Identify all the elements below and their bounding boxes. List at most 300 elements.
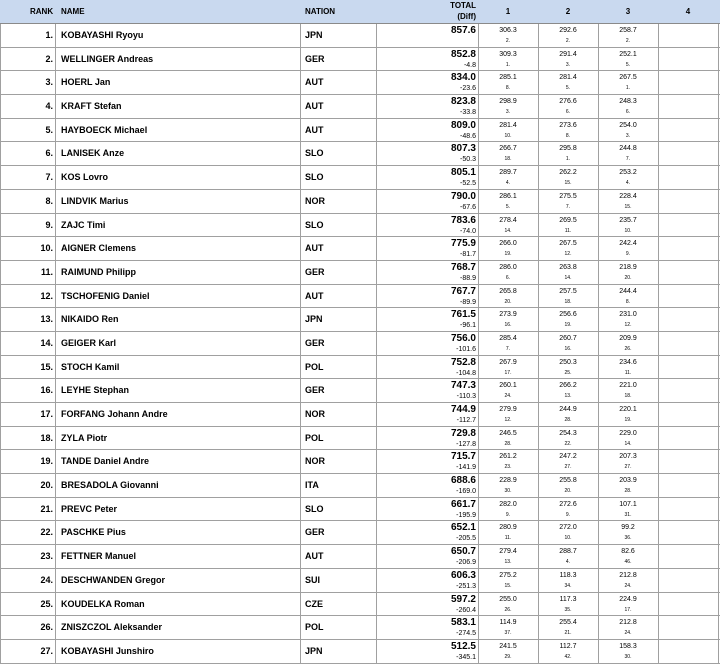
- athlete-name: BRESADOLA Giovanni: [61, 480, 159, 491]
- header-round-4: 4: [685, 7, 691, 16]
- round-1-rank: 17.: [504, 369, 512, 376]
- column-divider: [658, 521, 659, 544]
- rank-cell: 14.: [40, 337, 53, 348]
- column-divider: [376, 214, 377, 237]
- column-divider: [300, 640, 301, 663]
- table-header: [0, 0, 720, 24]
- points-diff: -96.1: [460, 322, 476, 330]
- round-3-rank: 8.: [625, 298, 631, 305]
- athlete-name: HAYBOECK Michael: [61, 124, 148, 135]
- column-divider: [718, 119, 719, 142]
- column-divider: [300, 569, 301, 592]
- round-2-rank: 34.: [564, 582, 572, 589]
- round-3-points: 209.9: [619, 334, 637, 342]
- column-divider: [55, 569, 56, 592]
- nation-code: SLO: [305, 219, 324, 230]
- column-divider: [376, 427, 377, 450]
- round-1-points: 280.9: [499, 524, 517, 532]
- points-diff: -110.3: [456, 393, 476, 401]
- column-divider: [300, 545, 301, 568]
- column-divider: [376, 521, 377, 544]
- column-divider: [658, 450, 659, 473]
- round-3-rank: 7.: [625, 156, 631, 163]
- round-2-rank: 27.: [564, 464, 572, 471]
- column-divider: [658, 593, 659, 616]
- nation-code: GER: [305, 385, 325, 396]
- round-1-rank: 6.: [505, 274, 511, 281]
- total-points: 512.5: [450, 640, 476, 652]
- table-row: [0, 237, 720, 261]
- round-2-points: 275.5: [559, 192, 577, 200]
- round-2-points: 292.6: [559, 27, 577, 34]
- athlete-name: ZAJC Timi: [61, 219, 106, 230]
- column-divider: [55, 308, 56, 331]
- column-divider: [300, 593, 301, 616]
- round-2-rank: 6.: [565, 109, 571, 116]
- round-2-points: 112.7: [559, 642, 577, 650]
- round-2-rank: 5.: [565, 85, 571, 92]
- rank-cell: 8.: [45, 195, 53, 206]
- column-divider: [300, 285, 301, 308]
- nation-code: JPN: [305, 645, 323, 656]
- table-row: [0, 166, 720, 190]
- points-diff: -67.6: [460, 203, 476, 211]
- nation-code: POL: [305, 622, 324, 633]
- rank-cell: 22.: [40, 527, 53, 538]
- column-divider: [376, 379, 377, 402]
- athlete-name: ZYLA Piotr: [61, 432, 108, 443]
- column-divider: [658, 214, 659, 237]
- round-2-points: 263.8: [559, 263, 577, 271]
- rank-cell: 2.: [45, 53, 53, 64]
- total-points: 715.7: [450, 451, 476, 463]
- column-divider: [718, 521, 719, 544]
- column-divider: [300, 403, 301, 426]
- nation-code: JPN: [305, 30, 323, 40]
- round-1-rank: 2.: [505, 38, 511, 44]
- total-points: 652.1: [450, 522, 476, 534]
- round-1-points: 273.9: [499, 311, 517, 319]
- nation-code: AUT: [305, 551, 324, 562]
- round-3-rank: 1.: [625, 85, 631, 92]
- athlete-name: PREVC Peter: [61, 503, 118, 514]
- round-2-points: 260.7: [559, 334, 577, 342]
- athlete-name: DESCHWANDEN Gregor: [61, 574, 166, 585]
- column-divider: [718, 285, 719, 308]
- nation-code: SLO: [305, 503, 324, 514]
- column-divider: [55, 142, 56, 165]
- column-divider: [718, 569, 719, 592]
- round-2-rank: 22.: [564, 440, 572, 447]
- column-divider: [376, 71, 377, 94]
- table-row: [0, 261, 720, 285]
- round-2-rank: 11.: [564, 227, 572, 234]
- column-divider: [300, 48, 301, 71]
- round-3-points: 82.6: [621, 548, 635, 556]
- column-divider: [658, 379, 659, 402]
- points-diff: -74.0: [460, 227, 476, 235]
- total-points: 597.2: [450, 593, 476, 605]
- round-3-rank: 27.: [624, 464, 632, 471]
- total-points: 823.8: [450, 96, 476, 108]
- round-1-points: 286.1: [499, 192, 517, 200]
- column-divider: [300, 427, 301, 450]
- round-1-rank: 7.: [505, 345, 511, 352]
- round-1-points: 279.4: [499, 548, 517, 556]
- total-points: 661.7: [450, 498, 476, 510]
- round-1-points: 228.9: [499, 477, 517, 485]
- column-divider: [300, 190, 301, 213]
- header-round-1: 1: [505, 7, 511, 16]
- rank-cell: 3.: [45, 77, 53, 88]
- column-divider: [718, 427, 719, 450]
- column-divider: [55, 119, 56, 142]
- round-3-points: 212.8: [619, 619, 637, 627]
- round-3-rank: 2.: [625, 38, 631, 44]
- column-divider: [55, 95, 56, 118]
- athlete-name: KOBAYASHI Ryoyu: [61, 30, 144, 40]
- points-diff: -23.6: [460, 85, 476, 93]
- round-2-points: 117.3: [559, 595, 577, 603]
- table-row: [0, 498, 720, 522]
- round-2-points: 247.2: [559, 453, 577, 461]
- athlete-name: KOS Lovro: [61, 172, 109, 183]
- round-2-rank: 28.: [564, 417, 572, 423]
- header-rank: RANK: [30, 7, 54, 16]
- round-1-rank: 5.: [505, 203, 511, 210]
- round-3-points: 221.0: [619, 382, 637, 390]
- total-points: 767.7: [450, 285, 476, 297]
- rank-cell: 19.: [40, 456, 53, 467]
- table-row: [0, 593, 720, 617]
- rank-cell: 18.: [40, 432, 53, 443]
- round-2-points: 255.4: [559, 619, 577, 627]
- round-1-rank: 10.: [504, 132, 512, 139]
- round-3-rank: 28.: [624, 488, 632, 495]
- table-row: [0, 427, 720, 451]
- round-3-rank: 18.: [624, 393, 632, 400]
- round-3-rank: 20.: [624, 274, 632, 281]
- column-divider: [376, 640, 377, 663]
- nation-code: SLO: [305, 148, 324, 159]
- points-diff: -104.8: [456, 369, 476, 377]
- column-divider: [376, 285, 377, 308]
- rank-cell: 13.: [40, 314, 53, 325]
- round-2-points: 295.8: [559, 145, 577, 153]
- column-divider: [300, 379, 301, 402]
- round-3-points: 244.8: [619, 145, 637, 153]
- round-3-points: 244.4: [619, 287, 637, 295]
- round-1-points: 285.1: [499, 74, 517, 82]
- nation-code: AUT: [305, 101, 324, 112]
- round-1-rank: 16.: [504, 322, 512, 329]
- round-2-points: 273.6: [559, 121, 577, 129]
- round-1-points: 241.5: [499, 642, 517, 650]
- round-3-rank: 24.: [624, 630, 632, 637]
- round-1-points: 246.5: [499, 429, 517, 437]
- round-3-rank: 11.: [624, 369, 632, 376]
- round-3-points: 99.2: [621, 524, 635, 532]
- athlete-name: KOBAYASHI Junshiro: [61, 645, 154, 656]
- column-divider: [376, 190, 377, 213]
- points-diff: -33.8: [460, 109, 476, 117]
- column-divider: [55, 190, 56, 213]
- total-points: 834.0: [450, 72, 476, 84]
- rank-cell: 6.: [45, 148, 53, 159]
- rank-cell: 7.: [45, 172, 53, 183]
- column-divider: [55, 356, 56, 379]
- round-2-points: 267.5: [559, 240, 577, 248]
- column-divider: [718, 24, 719, 47]
- round-3-points: 248.3: [619, 98, 637, 106]
- total-points: 756.0: [450, 332, 476, 344]
- column-divider: [718, 545, 719, 568]
- column-divider: [718, 261, 719, 284]
- table-row: [0, 379, 720, 403]
- total-points: 768.7: [450, 261, 476, 273]
- round-2-rank: 10.: [564, 535, 572, 542]
- column-divider: [300, 142, 301, 165]
- round-1-rank: 20.: [504, 298, 512, 305]
- nation-code: NOR: [305, 195, 325, 206]
- column-divider: [376, 261, 377, 284]
- table-row: [0, 142, 720, 166]
- nation-code: SUI: [305, 574, 321, 585]
- round-3-rank: 30.: [624, 653, 632, 660]
- points-diff: -169.0: [456, 488, 476, 496]
- column-divider: [376, 24, 377, 47]
- nation-code: POL: [305, 361, 324, 372]
- round-3-points: 267.5: [619, 74, 637, 82]
- column-divider: [658, 71, 659, 94]
- column-divider: [718, 71, 719, 94]
- table-row: [0, 48, 720, 72]
- column-divider: [376, 166, 377, 189]
- table-row: [0, 616, 720, 640]
- column-divider: [300, 498, 301, 521]
- column-divider: [55, 474, 56, 497]
- round-3-points: 224.9: [619, 595, 637, 603]
- round-3-points: 228.4: [619, 192, 637, 200]
- column-divider: [718, 616, 719, 639]
- round-1-points: 282.0: [499, 500, 517, 508]
- round-3-rank: 46.: [624, 559, 632, 566]
- column-divider: [55, 71, 56, 94]
- round-3-points: 218.9: [619, 263, 637, 271]
- column-divider: [718, 166, 719, 189]
- rank-cell: 11.: [40, 266, 53, 277]
- round-1-points: 306.3: [499, 27, 517, 34]
- column-divider: [376, 48, 377, 71]
- round-3-points: 207.3: [619, 453, 637, 461]
- table-row: [0, 214, 720, 238]
- round-1-rank: 19.: [504, 251, 512, 258]
- athlete-name: HOERL Jan: [61, 77, 111, 88]
- round-2-points: 254.3: [559, 429, 577, 437]
- round-3-rank: 4.: [625, 180, 631, 187]
- points-diff: -345.1: [456, 653, 476, 661]
- round-3-points: 158.3: [619, 642, 637, 650]
- round-2-rank: 20.: [564, 488, 572, 495]
- points-diff: -274.5: [456, 630, 476, 638]
- athlete-name: GEIGER Karl: [61, 337, 117, 348]
- column-divider: [376, 545, 377, 568]
- column-divider: [300, 214, 301, 237]
- round-1-points: 261.2: [499, 453, 517, 461]
- column-divider: [658, 545, 659, 568]
- round-2-rank: 21.: [564, 630, 572, 637]
- points-diff: -52.5: [460, 180, 476, 188]
- round-2-rank: 1.: [565, 156, 571, 163]
- column-divider: [300, 237, 301, 260]
- column-divider: [658, 569, 659, 592]
- round-2-rank: 3.: [565, 61, 571, 68]
- table-row: [0, 569, 720, 593]
- round-2-points: 244.9: [559, 406, 577, 413]
- round-2-rank: 15.: [564, 180, 572, 187]
- round-2-rank: 19.: [564, 322, 572, 329]
- total-points: 744.9: [450, 404, 476, 415]
- round-1-rank: 24.: [504, 393, 512, 400]
- column-divider: [55, 640, 56, 663]
- column-divider: [658, 332, 659, 355]
- round-1-rank: 12.: [504, 417, 512, 423]
- column-divider: [658, 308, 659, 331]
- round-2-points: 272.6: [559, 500, 577, 508]
- rank-cell: 23.: [40, 551, 53, 562]
- total-points: 729.8: [450, 427, 476, 439]
- round-3-rank: 14.: [624, 440, 632, 447]
- column-divider: [55, 332, 56, 355]
- round-2-rank: 9.: [565, 511, 571, 518]
- round-3-rank: 17.: [624, 606, 632, 613]
- column-divider: [658, 119, 659, 142]
- athlete-name: WELLINGER Andreas: [61, 53, 154, 64]
- round-3-rank: 10.: [624, 227, 632, 234]
- column-divider: [55, 593, 56, 616]
- column-divider: [658, 48, 659, 71]
- table-row: [0, 332, 720, 356]
- column-divider: [55, 166, 56, 189]
- round-2-rank: 35.: [564, 606, 572, 613]
- athlete-name: STOCH Kamil: [61, 361, 120, 372]
- column-divider: [658, 190, 659, 213]
- round-1-rank: 1.: [505, 61, 511, 68]
- round-2-points: 118.3: [559, 571, 577, 579]
- points-diff: -4.8: [463, 61, 476, 69]
- round-1-points: 114.9: [499, 619, 517, 627]
- column-divider: [658, 166, 659, 189]
- rank-cell: 21.: [40, 503, 53, 514]
- column-divider: [376, 142, 377, 165]
- table-body: [0, 24, 720, 664]
- column-divider: [300, 95, 301, 118]
- round-1-rank: 30.: [504, 488, 512, 495]
- column-divider: [300, 261, 301, 284]
- column-divider: [300, 24, 301, 47]
- round-3-points: 203.9: [619, 477, 637, 485]
- column-divider: [718, 332, 719, 355]
- athlete-name: FETTNER Manuel: [61, 551, 137, 562]
- column-divider: [658, 356, 659, 379]
- rank-cell: 4.: [45, 101, 53, 112]
- total-points: 747.3: [450, 380, 476, 392]
- round-1-rank: 13.: [504, 559, 512, 566]
- athlete-name: PASCHKE Pius: [61, 527, 126, 538]
- round-1-points: 289.7: [499, 169, 517, 177]
- round-2-points: 276.6: [559, 98, 577, 106]
- points-diff: -112.7: [456, 417, 476, 424]
- header-nation: NATION: [305, 7, 336, 16]
- header-round-3: 3: [625, 7, 631, 16]
- round-2-rank: 42.: [564, 653, 572, 660]
- column-divider: [658, 616, 659, 639]
- round-3-points: 220.1: [619, 406, 637, 413]
- table-row: [0, 450, 720, 474]
- points-diff: -88.9: [460, 274, 476, 282]
- nation-code: POL: [305, 432, 324, 443]
- round-2-rank: 2.: [565, 38, 571, 44]
- round-1-points: 265.8: [499, 287, 517, 295]
- column-divider: [376, 450, 377, 473]
- column-divider: [376, 332, 377, 355]
- column-divider: [376, 593, 377, 616]
- nation-code: GER: [305, 337, 325, 348]
- athlete-name: TANDE Daniel Andre: [61, 456, 150, 467]
- round-2-points: 288.7: [559, 548, 577, 556]
- column-divider: [376, 403, 377, 426]
- column-divider: [376, 237, 377, 260]
- round-1-rank: 29.: [504, 653, 512, 660]
- round-2-rank: 13.: [564, 393, 572, 400]
- column-divider: [718, 95, 719, 118]
- nation-code: NOR: [305, 456, 325, 467]
- table-row: [0, 71, 720, 95]
- rank-cell: 10.: [40, 243, 53, 254]
- table-row: [0, 190, 720, 214]
- column-divider: [55, 521, 56, 544]
- table-row: [0, 308, 720, 332]
- nation-code: GER: [305, 527, 325, 538]
- points-diff: -101.6: [456, 345, 476, 353]
- column-divider: [55, 616, 56, 639]
- column-divider: [300, 71, 301, 94]
- column-divider: [55, 48, 56, 71]
- total-points: 809.0: [450, 119, 476, 131]
- round-1-points: 260.1: [499, 382, 517, 390]
- total-points: 783.6: [450, 214, 476, 226]
- round-1-points: 286.0: [499, 263, 517, 271]
- column-divider: [55, 379, 56, 402]
- round-3-points: 252.1: [619, 50, 637, 58]
- round-2-rank: 14.: [564, 274, 572, 281]
- table-row: [0, 285, 720, 309]
- round-3-points: 231.0: [619, 311, 637, 319]
- athlete-name: ZNISZCZOL Aleksander: [61, 622, 163, 633]
- rank-cell: 12.: [40, 290, 53, 301]
- round-1-points: 279.9: [499, 406, 517, 413]
- round-1-rank: 26.: [504, 606, 512, 613]
- round-3-points: 242.4: [619, 240, 637, 248]
- table-row: [0, 521, 720, 545]
- round-2-points: 272.0: [559, 524, 577, 532]
- athlete-name: AIGNER Clemens: [61, 243, 137, 254]
- total-points: 752.8: [450, 356, 476, 368]
- column-divider: [300, 474, 301, 497]
- nation-code: GER: [305, 266, 325, 277]
- rank-cell: 16.: [40, 385, 53, 396]
- column-divider: [300, 308, 301, 331]
